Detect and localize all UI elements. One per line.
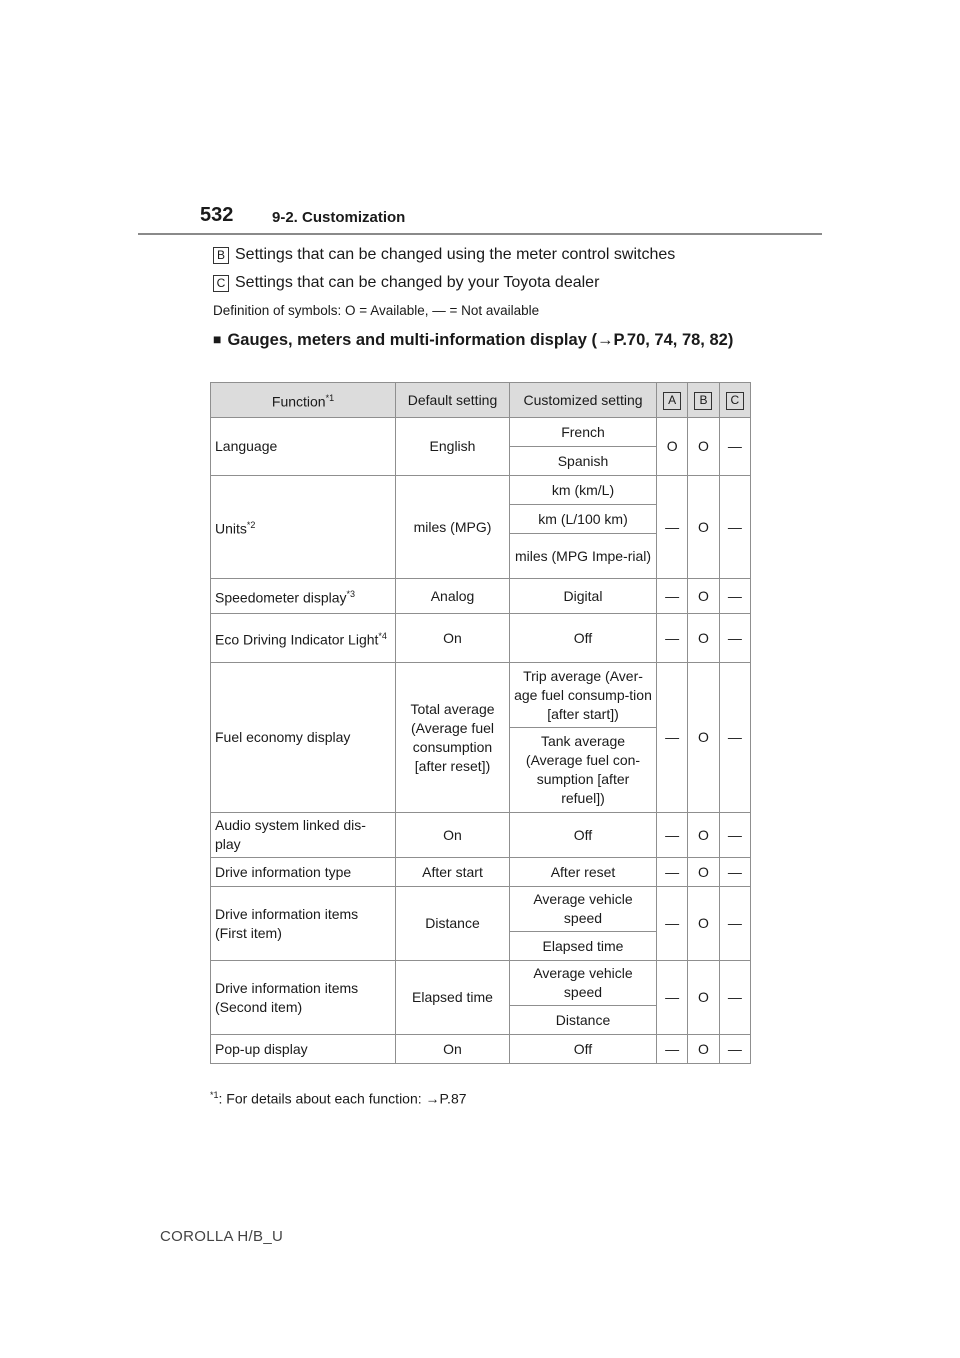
header-b <box>688 383 719 418</box>
default-cell: On <box>396 813 510 858</box>
function-cell: Eco Driving Indicator Light$^{*4}$ <box>211 614 396 663</box>
function-cell: Speedometer display$^{*3}$ <box>211 579 396 614</box>
default-cell: Analog <box>396 579 510 614</box>
option-cell: km (km/L) <box>510 476 657 505</box>
function-cell: Pop-up display <box>211 1035 396 1064</box>
avail-c-cell: — <box>719 418 750 476</box>
function-cell: Drive information items (Second item) <box>211 961 396 1035</box>
avail-b-cell: O <box>688 476 719 579</box>
avail-a-cell: O <box>657 418 688 476</box>
legend-item-c <box>213 274 599 292</box>
letter-c-box: C <box>726 392 744 410</box>
option-cell: After reset <box>510 858 657 887</box>
avail-a-cell: — <box>657 579 688 614</box>
table-row <box>211 813 751 858</box>
letter-b-box: B <box>213 247 229 264</box>
option-cell: Spanish <box>510 447 657 476</box>
avail-a-cell: — <box>657 887 688 961</box>
default-cell: After start <box>396 858 510 887</box>
avail-b-cell: O <box>688 614 719 663</box>
option-cell: Trip average (Aver-age fuel consump-tion [after start]) <box>510 663 657 728</box>
option-cell: Elapsed time <box>510 932 657 961</box>
avail-b-cell: O <box>688 961 719 1035</box>
default-cell: Total average (Average fuel consumption [after reset]) <box>396 663 510 813</box>
avail-c-cell: — <box>719 858 750 887</box>
table-row <box>211 961 751 1006</box>
function-cell: Drive information type <box>211 858 396 887</box>
function-cell: Audio system linked dis-play <box>211 813 396 858</box>
avail-c-cell: — <box>719 961 750 1035</box>
avail-a-cell: — <box>657 1035 688 1064</box>
option-cell: French <box>510 418 657 447</box>
avail-b-cell: O <box>688 858 719 887</box>
section-title: 9-2. Customization <box>272 209 406 226</box>
footnote-text: : For details about each function: →P.87 <box>218 1090 467 1107</box>
footnote <box>210 1090 467 1107</box>
avail-c-cell: — <box>719 813 750 858</box>
avail-a-cell: — <box>657 961 688 1035</box>
default-cell: miles (MPG) <box>396 476 510 579</box>
avail-c-cell: — <box>719 663 750 813</box>
option-cell: Digital <box>510 579 657 614</box>
avail-a-cell: — <box>657 476 688 579</box>
table-row <box>211 887 751 932</box>
header-function: Function$^{*1}$ <box>211 383 396 418</box>
footnote-mark: *1 <box>210 1090 219 1100</box>
letter-c-box: C <box>213 275 229 292</box>
function-cell: Fuel economy display <box>211 663 396 813</box>
table-header-row <box>211 383 751 418</box>
legend-text: Settings that can be changed using the meter control switches <box>235 246 676 263</box>
header-rule <box>138 233 822 235</box>
table-row <box>211 858 751 887</box>
letter-b-box: B <box>694 392 712 410</box>
table-row <box>211 663 751 728</box>
default-cell: English <box>396 418 510 476</box>
header-default: Default setting <box>396 383 510 418</box>
footer-model: COROLLA H/B_U <box>160 1228 284 1245</box>
avail-a-cell: — <box>657 858 688 887</box>
option-cell: km (L/100 km) <box>510 505 657 534</box>
avail-c-cell: — <box>719 476 750 579</box>
letter-a-box: A <box>663 392 681 410</box>
avail-c-cell: — <box>719 887 750 961</box>
table-row <box>211 1035 751 1064</box>
header-customized: Customized setting <box>510 383 657 418</box>
table-row <box>211 614 751 663</box>
function-cell: Units$^{*2}$ <box>211 476 396 579</box>
table-row <box>211 476 751 505</box>
avail-c-cell: — <box>719 579 750 614</box>
default-cell: On <box>396 614 510 663</box>
avail-a-cell: — <box>657 813 688 858</box>
option-cell: Off <box>510 1035 657 1064</box>
avail-a-cell: — <box>657 614 688 663</box>
function-cell: Language <box>211 418 396 476</box>
symbol-definitions: Definition of symbols: O = Available, — = Not available <box>213 303 540 318</box>
square-bullet-icon: ■ <box>213 331 222 347</box>
option-cell: miles (MPG Impe-rial) <box>510 534 657 579</box>
legend-text: Settings that can be changed by your Toyota dealer <box>235 274 600 291</box>
table-row <box>211 579 751 614</box>
default-cell: Elapsed time <box>396 961 510 1035</box>
default-cell: Distance <box>396 887 510 961</box>
avail-b-cell: O <box>688 1035 719 1064</box>
heading-text: Gauges, meters and multi-information display (→P.70, 74, 78, 82) <box>227 331 734 349</box>
option-cell: Average vehicle speed <box>510 887 657 932</box>
header-a <box>657 383 688 418</box>
option-cell: Off <box>510 614 657 663</box>
avail-a-cell: — <box>657 663 688 813</box>
avail-c-cell: — <box>719 1035 750 1064</box>
page-number: 532 <box>200 204 234 226</box>
function-cell: Drive information items (First item) <box>211 887 396 961</box>
table-heading <box>213 328 773 351</box>
avail-b-cell: O <box>688 418 719 476</box>
option-cell: Distance <box>510 1006 657 1035</box>
avail-b-cell: O <box>688 887 719 961</box>
avail-b-cell: O <box>688 663 719 813</box>
avail-b-cell: O <box>688 579 719 614</box>
header-c <box>719 383 750 418</box>
table-row <box>211 418 751 447</box>
legend-item-b <box>213 246 675 264</box>
avail-c-cell: — <box>719 614 750 663</box>
option-cell: Average vehicle speed <box>510 961 657 1006</box>
default-cell: On <box>396 1035 510 1064</box>
avail-b-cell: O <box>688 813 719 858</box>
option-cell: Tank average (Average fuel con-sumption [after refuel]) <box>510 728 657 813</box>
settings-table <box>210 382 751 1064</box>
option-cell: Off <box>510 813 657 858</box>
